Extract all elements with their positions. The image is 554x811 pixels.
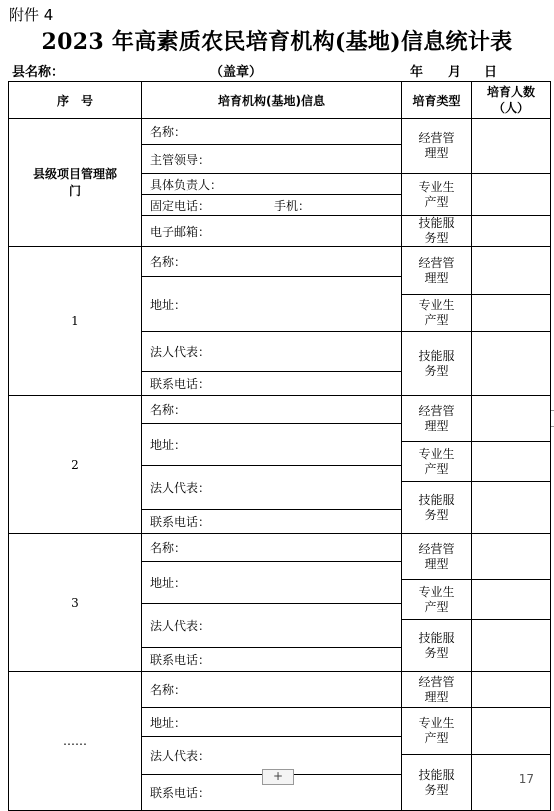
header-row — [9, 82, 551, 119]
table-row — [9, 119, 551, 145]
count-cell[interactable] — [472, 332, 551, 396]
info-field: 法人代表： — [142, 466, 402, 510]
seq-cell: …… — [9, 672, 142, 811]
header-type: 培育类型 — [402, 82, 472, 119]
type-cell: 专业生产型 — [402, 442, 472, 482]
day-label: 日 — [484, 65, 498, 80]
type-cell: 经营管理型 — [402, 534, 472, 580]
info-field: 名称： — [142, 534, 402, 562]
table-row — [9, 247, 551, 277]
info-field: 联系电话： — [142, 372, 402, 396]
type-cell: 技能服务型 — [402, 482, 472, 534]
count-cell[interactable] — [472, 482, 551, 534]
seq-cell: 2 — [9, 396, 142, 534]
count-cell[interactable] — [472, 216, 551, 247]
count-cell[interactable] — [472, 247, 551, 295]
mobile-label: 手机： — [274, 198, 311, 213]
table-row — [9, 396, 551, 424]
month-label: 月 — [448, 65, 462, 80]
type-cell: 经营管理型 — [402, 672, 472, 708]
county-name-label: 县名称： — [12, 65, 65, 80]
info-field: 电子邮箱： — [142, 216, 402, 247]
info-field: 联系电话： — [142, 775, 402, 811]
type-cell: 专业生产型 — [402, 295, 472, 332]
info-field: 地址： — [142, 277, 402, 332]
info-field: 名称： — [142, 119, 402, 145]
document-title: 2023 年高素质农民培育机构(基地)信息统计表 — [41, 29, 513, 55]
type-cell: 经营管理型 — [402, 247, 472, 295]
seal-label: （盖章） — [210, 65, 263, 80]
info-field: 固定电话： 手机： — [142, 195, 402, 216]
info-field: 名称： — [142, 672, 402, 708]
info-field: 地址： — [142, 708, 402, 737]
count-cell[interactable] — [472, 119, 551, 174]
header-seq: 序 号 — [9, 82, 142, 119]
count-cell[interactable] — [472, 708, 551, 755]
type-cell: 技能服务型 — [402, 332, 472, 396]
count-cell[interactable] — [472, 755, 551, 811]
add-row-button[interactable]: + — [262, 769, 294, 785]
info-field: 法人代表： — [142, 332, 402, 372]
seq-cell: 县级项目管理部门 — [9, 119, 142, 247]
info-field: 法人代表： — [142, 604, 402, 648]
seq-cell: 1 — [9, 247, 142, 396]
info-field: 联系电话： — [142, 510, 402, 534]
count-cell[interactable] — [472, 580, 551, 620]
type-cell: 技能服务型 — [402, 620, 472, 672]
type-cell: 经营管理型 — [402, 119, 472, 174]
info-field: 名称： — [142, 247, 402, 277]
seq-cell: 3 — [9, 534, 142, 672]
info-field: 具体负责人： — [142, 174, 402, 195]
type-cell: 技能服务型 — [402, 216, 472, 247]
count-cell[interactable] — [472, 672, 551, 708]
count-cell[interactable] — [472, 442, 551, 482]
table-row — [9, 534, 551, 562]
count-cell[interactable] — [472, 396, 551, 442]
type-cell: 专业生产型 — [402, 708, 472, 755]
header-count: 培育人数（人） — [472, 82, 551, 119]
type-cell: 经营管理型 — [402, 396, 472, 442]
table-row — [9, 672, 551, 708]
info-field: 联系电话： — [142, 648, 402, 672]
statistics-table — [8, 81, 551, 811]
type-cell: 专业生产型 — [402, 174, 472, 216]
info-field: 名称： — [142, 396, 402, 424]
info-field: 地址： — [142, 424, 402, 466]
info-field: 地址： — [142, 562, 402, 604]
page-number: 17 — [518, 772, 534, 786]
type-cell: 技能服务型 — [402, 755, 472, 811]
info-field: 主管领导： — [142, 145, 402, 174]
type-cell: 专业生产型 — [402, 580, 472, 620]
count-cell[interactable] — [472, 295, 551, 332]
attachment-label: 附件 4 — [9, 6, 54, 24]
count-cell[interactable] — [472, 534, 551, 580]
count-cell[interactable] — [472, 620, 551, 672]
count-cell[interactable] — [472, 174, 551, 216]
info-field: 法人代表： — [142, 737, 402, 775]
year-label: 年 — [410, 65, 424, 80]
header-info: 培育机构(基地)信息 — [142, 82, 402, 119]
